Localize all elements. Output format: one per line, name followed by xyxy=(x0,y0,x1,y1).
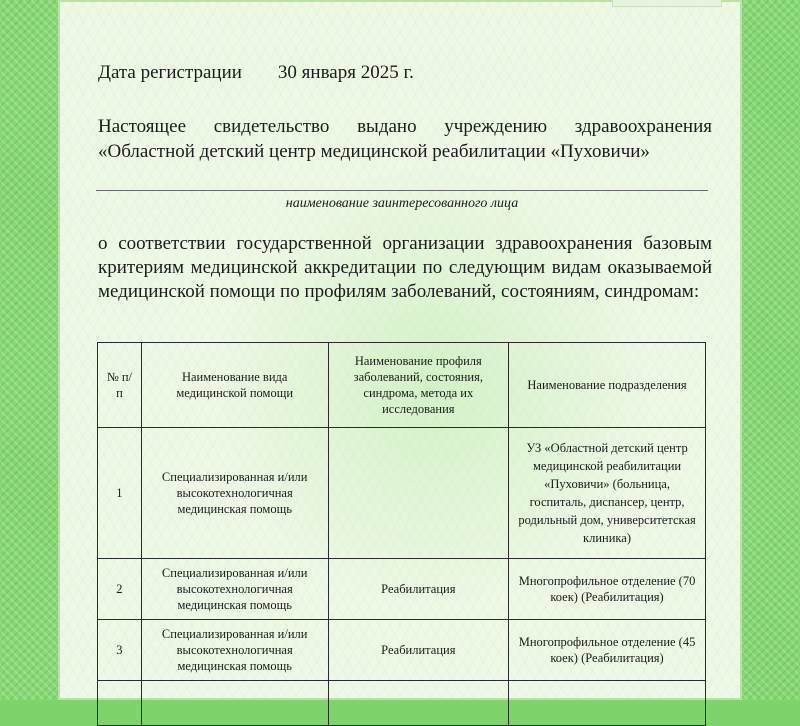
row-care-type: Специализированная и/или высокотехнологичная медицинская помощь xyxy=(141,559,328,620)
interested-party-caption: наименование заинтересованного лица xyxy=(285,196,519,211)
underline-rule xyxy=(96,190,708,191)
row-num: 2 xyxy=(98,559,142,620)
row-care-type: Специализированная и/или высокотехнологичная медицинская помощь xyxy=(141,620,328,681)
row-num: 3 xyxy=(98,620,142,681)
header-care-type: Наименование вида медицинской помощи xyxy=(141,343,328,428)
row-profile: Реабилитация xyxy=(328,620,509,681)
table-header-row xyxy=(98,343,706,428)
care-table xyxy=(97,342,706,726)
registration-date: 30 января 2025 г. xyxy=(277,62,414,83)
header-profile: Наименование профиля заболеваний, состояния, синдрома, метода их исследования xyxy=(328,343,509,428)
top-decor xyxy=(612,0,722,7)
header-num: № п/п xyxy=(98,343,142,428)
row-num: 1 xyxy=(98,428,142,559)
header-unit: Наименование подразделения xyxy=(509,343,706,428)
row-profile: Реабилитация xyxy=(328,559,509,620)
row-care-type: Специализированная и/или высокотехнологичная медицинская помощь xyxy=(141,428,328,559)
table-row xyxy=(98,428,706,559)
conformity-statement: о соответствии государственной организации здравоохранения базовым критериям медицинской аккредитации по следующим видам оказываемой медицинской помощи по профилям заболеваний, состояниям, синдромам: xyxy=(98,233,712,302)
row-profile xyxy=(328,428,509,559)
issued-statement: Настоящее свидетельство выдано учреждению здравоохранения «Областной детский центр медицинской реабилитации «Пуховичи» xyxy=(98,116,712,162)
table-row xyxy=(98,620,706,681)
row-unit: Многопрофильное отделение (45 коек) (Реабилитация) xyxy=(509,620,706,681)
row-unit: Многопрофильное отделение (70 коек) (Реабилитация) xyxy=(509,559,706,620)
registration-line xyxy=(98,62,414,84)
registration-label: Дата регистрации xyxy=(98,62,242,83)
table-row xyxy=(98,559,706,620)
table-row-partial xyxy=(98,681,706,726)
row-unit: УЗ «Областной детский центр медицинской реабилитации «Пуховичи» (больница, госпиталь, диспансер, центр, родильный дом, университетская клиника) xyxy=(509,428,706,559)
